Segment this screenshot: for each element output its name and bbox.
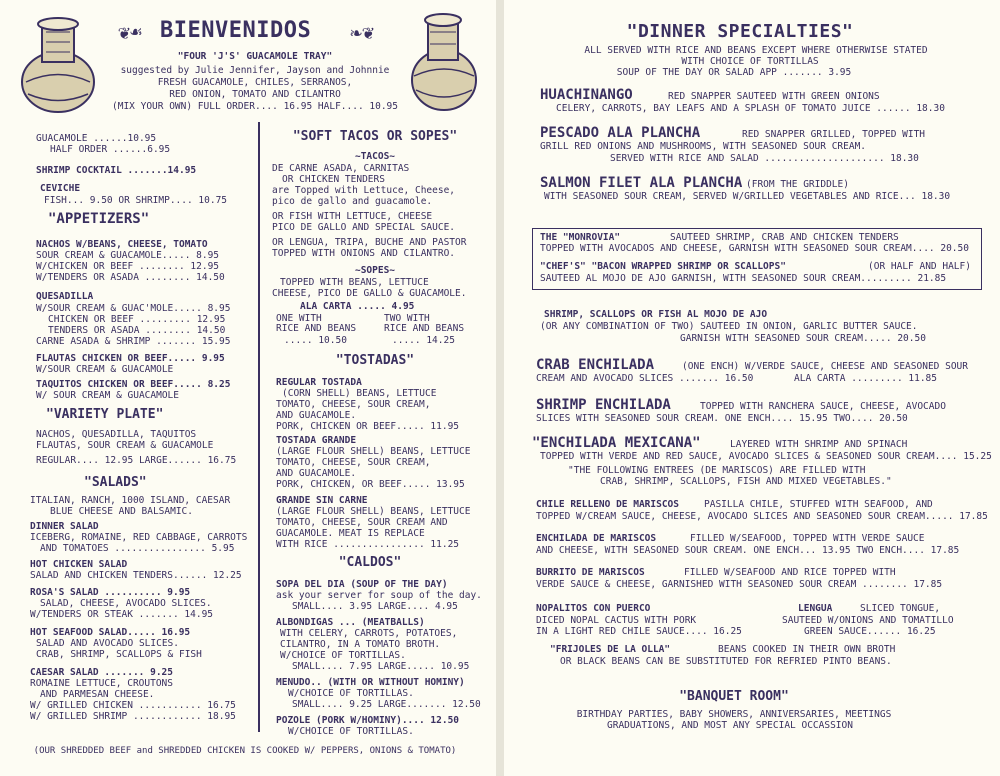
- section-heading: "SOFT TACOS OR SOPES": [292, 129, 458, 144]
- dish-name: SHRIMP ENCHILADA: [536, 397, 671, 413]
- dish-desc: (OR ANY COMBINATION OF TWO) SAUTEED IN ONION, GARLIC BUTTER SAUCE.: [540, 321, 918, 332]
- dish-name: HUACHINANGO: [540, 87, 633, 103]
- menu-item: HOT SEAFOOD SALAD..... 16.95: [30, 627, 191, 638]
- menu-item: CILANTRO, IN A TOMATO BROTH.: [280, 639, 441, 650]
- dish-name: ENCHILADA DE MARISCOS: [536, 533, 657, 544]
- menu-item: NACHOS W/BEANS, CHEESE, TOMATO: [36, 239, 208, 250]
- menu-item: REGULAR TOSTADA: [276, 377, 362, 388]
- clay-pot-illustration-right: [404, 10, 484, 115]
- menu-item: W/ GRILLED SHRIMP ............ 18.95: [30, 711, 236, 722]
- ornament-right-icon: ❧❦: [350, 20, 375, 44]
- menu-item: GUACAMOLE. MEAT IS REPLACE: [276, 528, 425, 539]
- menu-item: MENUDO.. (WITH OR WITHOUT HOMINY): [276, 677, 465, 688]
- menu-item: WITH RICE ................ 11.25: [276, 539, 460, 550]
- menu-item: W/CHICKEN OR BEEF ........ 12.95: [36, 261, 220, 272]
- dish-name: LENGUA: [798, 603, 833, 614]
- dish-desc: TOPPED WITH VERDE AND RED SAUCE, AVOCADO SLICES & SEASONED SOUR CREAM.... 15.25: [540, 451, 992, 462]
- dish-desc: SLICES WITH SEASONED SOUR CREAM. ONE ENCH.... 15.95 TWO.... 20.50: [536, 413, 908, 424]
- menu-item: ROMAINE LETTUCE, CROUTONS: [30, 678, 173, 689]
- menu-item: SMALL.... 3.95 LARGE.... 4.95: [292, 601, 458, 612]
- dish-desc: VERDE SAUCE & CHEESE, GARNISHED WITH SEASONED SOUR CREAM ........ 17.85: [536, 579, 943, 590]
- dish-desc: SLICED TONGUE,: [860, 603, 941, 614]
- dish-name: "ENCHILADA MEXICANA": [532, 435, 701, 451]
- welcome-title: BIENVENIDOS: [160, 18, 312, 43]
- dish-desc: FILLED W/SEAFOOD AND RICE TOPPED WITH: [684, 567, 896, 578]
- menu-item: ROSA'S SALAD .......... 9.95: [30, 587, 191, 598]
- menu-item: SALAD AND AVOCADO SLICES.: [36, 638, 179, 649]
- menu-item: SHRIMP COCKTAIL .......14.95: [36, 165, 197, 176]
- menu-item: CHEESE, PICO DE GALLO & GUACAMOLE.: [272, 288, 467, 299]
- menu-item: W/CHOICE OF TORTILLAS.: [288, 726, 414, 737]
- menu-item: ONE WITH: [276, 313, 322, 324]
- banquet-desc: BIRTHDAY PARTIES, BABY SHOWERS, ANNIVERSARIES, MEETINGS: [576, 709, 892, 720]
- specialties-note: WITH CHOICE OF TORTILLAS: [681, 56, 819, 67]
- menu-item: (LARGE FLOUR SHELL) BEANS, LETTUCE: [276, 506, 471, 517]
- menu-item: are Topped with Lettuce, Cheese,: [272, 185, 456, 196]
- dish-name: NOPALITOS CON PUERCO: [536, 603, 651, 614]
- dish-desc: SAUTEED SHRIMP, CRAB AND CHICKEN TENDERS: [670, 232, 899, 243]
- dish-desc: RED SNAPPER SAUTEED WITH GREEN ONIONS: [668, 91, 880, 102]
- menu-item: WITH CELERY, CARROTS, POTATOES,: [280, 628, 458, 639]
- menu-item: W/TENDERS OR STEAK ....... 14.95: [30, 609, 214, 620]
- menu-item: SALAD AND CHICKEN TENDERS...... 12.25: [30, 570, 242, 581]
- menu-item: pico de gallo and guacamole.: [272, 196, 433, 207]
- menu-item: PORK, CHICKEN, OR BEEF..... 13.95: [276, 479, 465, 490]
- dinner-specialties-title: "DINNER SPECIALTIES": [626, 21, 854, 42]
- menu-item: ALA CARTA ..... 4.95: [300, 301, 415, 312]
- menu-item: TOSTADA GRANDE: [276, 435, 357, 446]
- menu-item: PICO DE GALLO AND SPECIAL SAUCE.: [272, 222, 456, 233]
- menu-item: HOT CHICKEN SALAD: [30, 559, 128, 570]
- menu-item: SMALL.... 7.95 LARGE..... 10.95: [292, 661, 470, 672]
- menu-item: ask your server for soup of the day.: [276, 590, 482, 601]
- dish-desc: (ONE ENCH) W/VERDE SAUCE, CHEESE AND SEASONED SOUR: [682, 361, 968, 372]
- dish-desc: SERVED WITH RICE AND SALAD ..................... 18.30: [610, 153, 919, 164]
- section-heading: "SALADS": [84, 475, 147, 490]
- menu-item: W/SOUR CREAM & GUACAMOLE: [36, 364, 174, 375]
- clay-pot-illustration-left: [12, 12, 104, 117]
- dish-desc: TOPPED WITH RANCHERA SAUCE, CHEESE, AVOCADO: [700, 401, 946, 412]
- subsection-heading: ~TACOS~: [354, 151, 396, 162]
- dish-desc: "THE FOLLOWING ENTREES (DE MARISCOS) ARE FILLED WITH: [568, 465, 866, 476]
- menu-item: TAQUITOS CHICKEN OR BEEF..... 8.25: [36, 379, 231, 390]
- section-heading: "TOSTADAS": [335, 353, 415, 368]
- dish-name: BURRITO DE MARISCOS: [536, 567, 645, 578]
- guac-tray-line: suggested by Julie Jennifer, Jayson and Johnnie: [120, 65, 390, 76]
- menu-item: OR FISH WITH LETTUCE, CHEESE: [272, 211, 433, 222]
- menu-item: CARNE ASADA & SHRIMP ....... 15.95: [36, 336, 231, 347]
- menu-item: SMALL.... 9.25 LARGE....... 12.50: [292, 699, 481, 710]
- menu-item: SOPA DEL DIA (SOUP OF THE DAY): [276, 579, 448, 590]
- dish-name: THE "MONROVIA": [540, 232, 621, 243]
- menu-item: AND GUACAMOLE.: [276, 468, 357, 479]
- footer-note: (OUR SHREDDED BEEF and SHREDDED CHICKEN IS COOKED W/ PEPPERS, ONIONS & TOMATO): [33, 746, 457, 756]
- menu-item: POZOLE (PORK W/HOMINY).... 12.50: [276, 715, 460, 726]
- dish-desc: RED SNAPPER GRILLED, TOPPED WITH: [742, 129, 926, 140]
- dish-desc: SAUTEED AL MOJO DE AJO GARNISH, WITH SEASONED SOUR CREAM......... 21.85: [540, 273, 947, 284]
- page-fold: [496, 0, 504, 776]
- dish-name: CRAB ENCHILADA: [536, 357, 655, 373]
- dish-desc: LAYERED WITH SHRIMP AND SPINACH: [730, 439, 908, 450]
- guac-tray-title: "FOUR 'J'S' GUACAMOLE TRAY": [177, 51, 333, 62]
- menu-item: RICE AND BEANS: [384, 323, 465, 334]
- menu-item: QUESADILLA: [36, 291, 94, 302]
- menu-item: AND PARMESAN CHEESE.: [40, 689, 155, 700]
- menu-item: ICEBERG, ROMAINE, RED CABBAGE, CARROTS: [30, 532, 248, 543]
- menu-item: CAESAR SALAD ....... 9.25: [30, 667, 173, 678]
- menu-item: AND GUACAMOLE.: [276, 410, 357, 421]
- guac-tray-line: RED ONION, TOMATO AND CILANTRO: [169, 89, 341, 100]
- menu-item: W/SOUR CREAM & GUAC'MOLE..... 8.95: [36, 303, 231, 314]
- menu-item: TOMATO, CHEESE, SOUR CREAM AND: [276, 517, 448, 528]
- menu-item: TWO WITH: [384, 313, 430, 324]
- dish-desc: (OR HALF AND HALF): [868, 261, 971, 272]
- menu-item: GUACAMOLE ......10.95: [36, 133, 157, 144]
- menu-item: (LARGE FLOUR SHELL) BEANS, LETTUCE: [276, 446, 471, 457]
- menu-item: SOUR CREAM & GUACAMOLE..... 8.95: [36, 250, 220, 261]
- dish-desc: OR BLACK BEANS CAN BE SUBSTITUTED FOR REFRIED PINTO BEANS.: [560, 656, 892, 667]
- dish-name: SALMON FILET ALA PLANCHA: [540, 175, 743, 191]
- menu-item: BLUE CHEESE AND BALSAMIC.: [50, 506, 193, 517]
- left-menu-panel: [0, 0, 496, 776]
- dish-desc: GRILL RED ONIONS AND MUSHROOMS, WITH SEASONED SOUR CREAM.: [540, 141, 867, 152]
- menu-item: OR CHICKEN TENDERS: [282, 174, 385, 185]
- dish-desc: CELERY, CARROTS, BAY LEAFS AND A SPLASH OF TOMATO JUICE ...... 18.30: [556, 103, 945, 114]
- dish-name: "FRIJOLES DE LA OLLA": [550, 644, 671, 655]
- menu-item: OR LENGUA, TRIPA, BUCHE AND PASTOR: [272, 237, 467, 248]
- menu-item: FISH... 9.50 OR SHRIMP.... 10.75: [44, 195, 228, 206]
- dish-desc: WITH SEASONED SOUR CREAM, SERVED W/GRILLED VEGETABLES AND RICE... 18.30: [544, 191, 951, 202]
- dish-desc: CREAM AND AVOCADO SLICES ....... 16.50: [536, 373, 754, 384]
- menu-item: RICE AND BEANS: [276, 323, 357, 334]
- menu-item: SALAD, CHEESE, AVOCADO SLICES.: [40, 598, 212, 609]
- menu-item: W/ GRILLED CHICKEN ........... 16.75: [30, 700, 236, 711]
- dish-desc: FILLED W/SEAFOOD, TOPPED WITH VERDE SAUCE: [690, 533, 925, 544]
- menu-item: CEVICHE: [40, 183, 81, 194]
- dish-desc: AND CHEESE, WITH SEASONED SOUR CREAM. ONE ENCH... 13.95 TWO ENCH.... 17.85: [536, 545, 960, 556]
- specialties-note: SOUP OF THE DAY OR SALAD APP ....... 3.95: [616, 67, 852, 78]
- menu-item: TENDERS OR ASADA ........ 14.50: [48, 325, 226, 336]
- section-heading: "VARIETY PLATE": [46, 407, 164, 422]
- dish-name: SHRIMP, SCALLOPS OR FISH AL MOJO DE AJO: [544, 309, 768, 320]
- menu-item: FLAUTAS, SOUR CREAM & GUACAMOLE: [36, 440, 214, 451]
- dish-desc: ALA CARTA ......... 11.85: [794, 373, 937, 384]
- dish-name: CHILE RELLENO DE MARISCOS: [536, 499, 679, 510]
- column-divider: [258, 122, 260, 732]
- menu-item: ..... 10.50: [284, 335, 347, 346]
- menu-item: ALBONDIGAS ... (MEATBALLS): [276, 617, 425, 628]
- menu-item: HALF ORDER ......6.95: [50, 144, 171, 155]
- menu-item: W/CHOICE OF TORTILLAS.: [288, 688, 414, 699]
- dish-desc: SAUTEED W/ONIONS AND TOMATILLO: [782, 615, 954, 626]
- menu-item: TOMATO, CHEESE, SOUR CREAM,: [276, 457, 431, 468]
- menu-item: W/CHOICE OF TORTILLAS.: [280, 650, 406, 661]
- dish-name: "CHEF'S" "BACON WRAPPED SHRIMP OR SCALLOPS": [540, 261, 786, 272]
- menu-item: ..... 14.25: [392, 335, 455, 346]
- section-heading: "CALDOS": [338, 555, 402, 570]
- banquet-desc: GRADUATIONS, AND MOST ANY SPECIAL OCCASSION: [607, 720, 853, 731]
- specialties-note: ALL SERVED WITH RICE AND BEANS EXCEPT WHERE OTHERWISE STATED: [584, 45, 928, 56]
- menu-item: W/ SOUR CREAM & GUACAMOLE: [36, 390, 179, 401]
- dish-desc: TOPPED W/CREAM SAUCE, CHEESE, AVOCADO SLICES AND SEASONED SOUR CREAM..... 17.85: [536, 511, 988, 522]
- dish-desc: CRAB, SHRIMP, SCALLOPS, FISH AND MIXED VEGETABLES.": [600, 476, 892, 487]
- menu-item: DE CARNE ASADA, CARNITAS: [272, 163, 410, 174]
- menu-item: FLAUTAS CHICKEN OR BEEF..... 9.95: [36, 353, 225, 364]
- menu-item: GRANDE SIN CARNE: [276, 495, 368, 506]
- right-menu-panel: [504, 0, 1000, 776]
- dish-desc: DICED NOPAL CACTUS WITH PORK: [536, 615, 697, 626]
- menu-item: CRAB, SHRIMP, SCALLOPS & FISH: [36, 649, 202, 660]
- menu-item: DINNER SALAD: [30, 521, 99, 532]
- menu-item: NACHOS, QUESADILLA, TAQUITOS: [36, 429, 197, 440]
- subsection-heading: ~SOPES~: [354, 265, 396, 276]
- banquet-room-title: "BANQUET ROOM": [679, 689, 789, 704]
- menu-item: PORK, CHICKEN OR BEEF..... 11.95: [276, 421, 460, 432]
- menu-item: (CORN SHELL) BEANS, LETTUCE: [282, 388, 437, 399]
- guac-tray-price: (MIX YOUR OWN) FULL ORDER.... 16.95 HALF.... 10.95: [112, 101, 398, 112]
- menu-item: TOPPED WITH BEANS, LETTUCE: [280, 277, 429, 288]
- dish-desc: TOPPED WITH AVOCADOS AND CHEESE, GARNISH WITH SEASONED SOUR CREAM.... 20.50: [540, 243, 969, 254]
- menu-item: AND TOMATOES ................ 5.95: [40, 543, 235, 554]
- guac-tray-line: FRESH GUACAMOLE, CHILES, SERRANOS,: [157, 77, 353, 88]
- dish-desc: BEANS COOKED IN THEIR OWN BROTH: [718, 644, 896, 655]
- dish-desc: GARNISH WITH SEASONED SOUR CREAM..... 20.50: [680, 333, 926, 344]
- dish-desc: (FROM THE GRIDDLE): [746, 179, 849, 190]
- dish-name: PESCADO ALA PLANCHA: [540, 125, 701, 141]
- menu-item: REGULAR.... 12.95 LARGE...... 16.75: [36, 455, 237, 466]
- dish-desc: PASILLA CHILE, STUFFED WITH SEAFOOD, AND: [704, 499, 933, 510]
- menu-item: ITALIAN, RANCH, 1000 ISLAND, CAESAR: [30, 495, 231, 506]
- menu-item: TOMATO, CHEESE, SOUR CREAM,: [276, 399, 431, 410]
- section-heading: "APPETIZERS": [48, 211, 150, 227]
- ornament-left-icon: ❦☙: [118, 20, 143, 44]
- menu-item: CHICKEN OR BEEF ......... 12.95: [48, 314, 226, 325]
- dish-desc: IN A LIGHT RED CHILE SAUCE.... 16.25: [536, 626, 742, 637]
- dish-desc: GREEN SAUCE...... 16.25: [804, 626, 936, 637]
- menu-item: W/TENDERS OR ASADA ........ 14.50: [36, 272, 225, 283]
- menu-item: TOPPED WITH ONIONS AND CILANTRO.: [272, 248, 456, 259]
